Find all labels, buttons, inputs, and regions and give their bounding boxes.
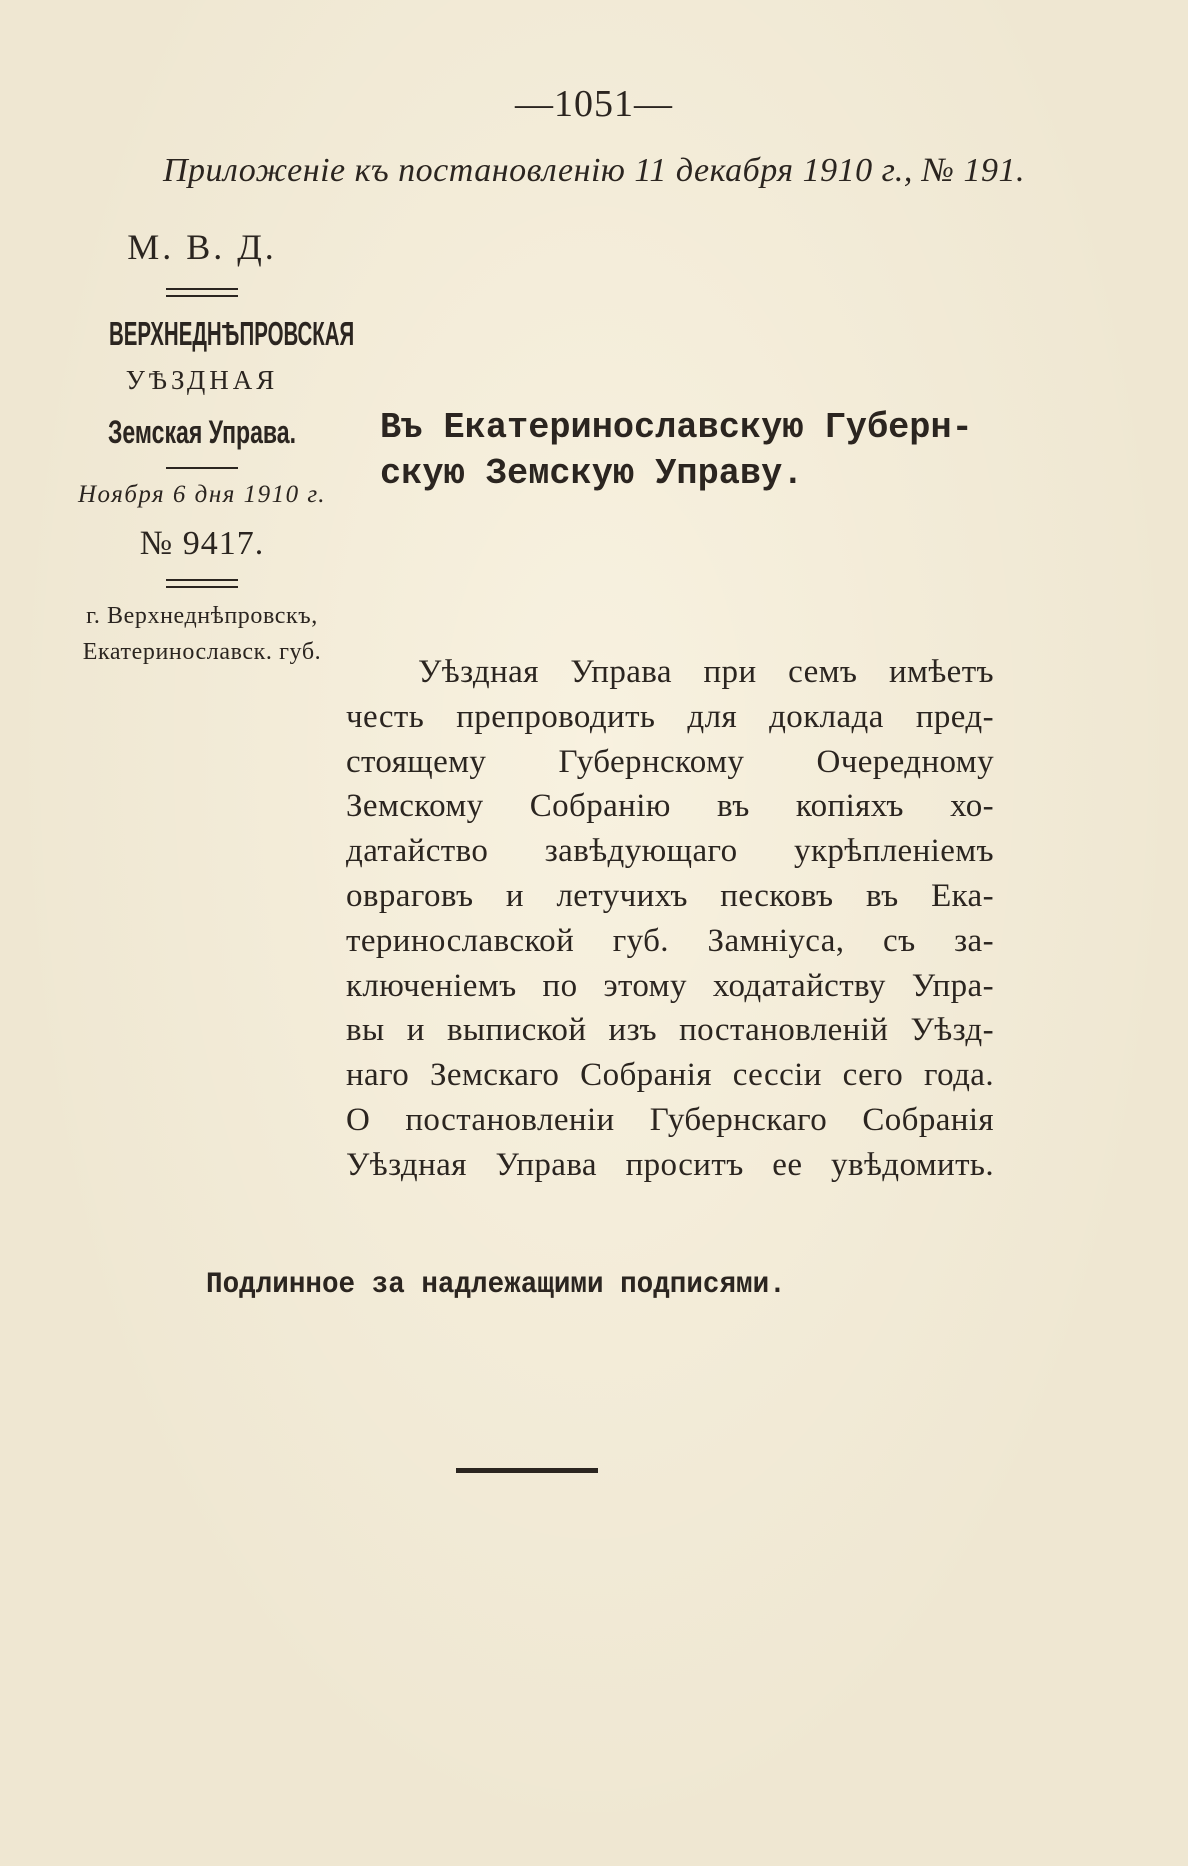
ministry-label: М. В. Д.: [127, 227, 277, 267]
divider: [166, 467, 238, 469]
body-line: О постановленiи Губернскаго Собранiя: [346, 1101, 994, 1138]
body-line: Уѣздная Управа при семъ имѣетъ: [418, 654, 994, 690]
sender-block: [52, 220, 355, 670]
end-divider: [456, 1468, 598, 1473]
sender-place-line2: Екатеринославск. губ.: [82, 639, 322, 665]
sender-place-line1: г. Верхнеднѣпровскъ,: [86, 603, 318, 629]
body-line: овраговъ и летучихъ песковъ въ Ека-: [346, 877, 994, 914]
signature-note: Подлинное за надлежащими подписями.: [206, 1268, 786, 1302]
addressee-line: скую Земскую Управу.: [380, 453, 804, 494]
body-line: Уѣздная Управа проситъ ее увѣдомить.: [346, 1146, 994, 1183]
addressee: [380, 405, 988, 497]
body-line: наго Земскаго Собранiя сессiи сего года.: [346, 1057, 994, 1094]
page-number: —1051—: [515, 83, 673, 125]
body-line: вы и выпиской изъ постановленiй Уѣзд-: [346, 1012, 994, 1049]
letter-number: № 9417.: [139, 525, 265, 562]
body-line: честь препроводить для доклада пред-: [346, 698, 994, 735]
appendix-note: Приложенiе къ постановленiю 11 декабря 1910 г., № 191.: [163, 152, 1025, 189]
body-paragraph: [346, 650, 994, 1188]
sender-uezd-label: УѢЗДНАЯ: [125, 365, 279, 395]
body-line: ключенiемъ по этому ходатайству Упра-: [346, 967, 994, 1004]
body-line: Земскому Собранiю въ копiяхъ хо-: [346, 788, 994, 825]
addressee-line: Въ Екатеринославскую Губерн-: [380, 407, 973, 448]
sender-zemstvo-label: Земская Управа.: [107, 414, 297, 450]
sender-district-name: ВЕРХНЕДНѢПРОВСКАЯ: [109, 315, 355, 352]
letter-date: Ноября 6 дня 1910 г.: [77, 481, 327, 508]
body-line: стоящему Губернскому Очередному: [346, 743, 994, 780]
body-line: датайство завѣдующаго укрѣпленiемъ: [346, 833, 994, 870]
divider: [166, 579, 238, 588]
body-line: теринославской губ. Замнiуса, съ за-: [346, 922, 994, 959]
divider: [166, 288, 238, 297]
